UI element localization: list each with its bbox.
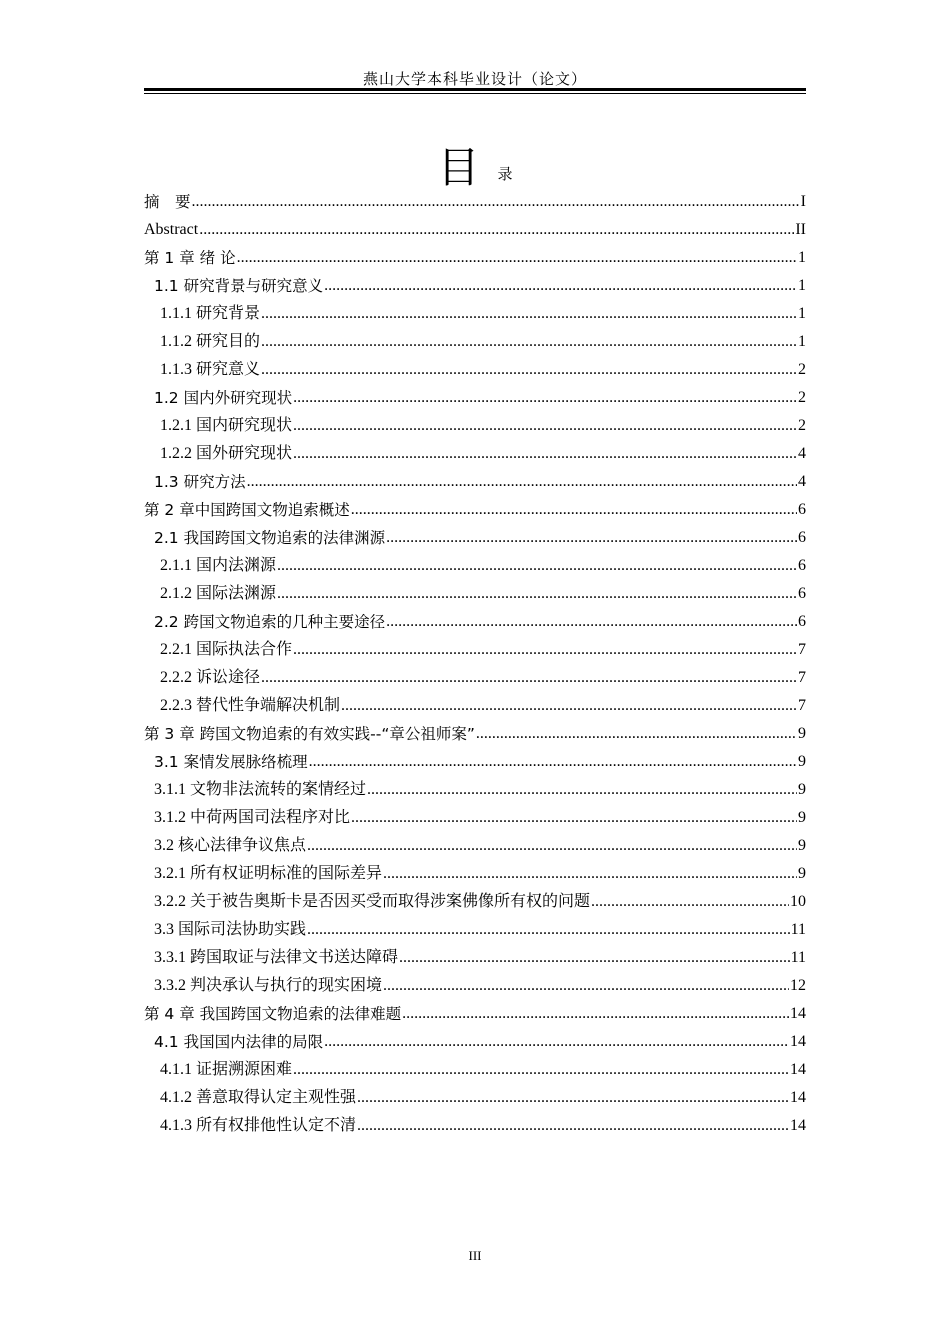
toc-entry[interactable]: [144, 720, 806, 748]
toc-leader-dots: [277, 552, 797, 580]
toc-entry-page: 14: [790, 1005, 806, 1022]
toc-entry[interactable]: [144, 664, 806, 692]
toc-entry-title: 1.2 国内外研究现状: [154, 389, 293, 407]
toc-entry-title: 2.1.1 国内法渊源: [160, 557, 277, 574]
toc-leader-dots: [293, 1056, 789, 1084]
toc-entry-page: 14: [790, 1089, 806, 1106]
toc-entry[interactable]: [144, 1056, 806, 1084]
toc-leader-dots: [386, 608, 797, 636]
toc-entry-page: I: [800, 193, 806, 210]
toc-entry[interactable]: [144, 1084, 806, 1112]
toc-entry[interactable]: [144, 300, 806, 328]
toc-leader-dots: [199, 216, 794, 244]
toc-entry-page: II: [795, 221, 806, 238]
toc-entry-title: 3.3.1 跨国取证与法律文书送达障碍: [154, 949, 399, 966]
toc-leader-dots: [324, 272, 797, 300]
header-rule-thick: [144, 88, 806, 91]
toc-leader-dots: [293, 384, 797, 412]
toc-leader-dots: [357, 1112, 789, 1140]
toc-leader-dots: [591, 888, 789, 916]
toc-entry[interactable]: [144, 832, 806, 860]
toc-leader-dots: [383, 860, 797, 888]
toc-entry-page: 12: [790, 977, 806, 994]
toc-entry-page: 9: [798, 865, 806, 882]
toc-entry-page: 7: [798, 669, 806, 686]
toc-entry-page: 7: [798, 697, 806, 714]
toc-entry-title: 2.2 跨国文物追索的几种主要途径: [154, 613, 386, 631]
toc-leader-dots: [476, 720, 797, 748]
toc-entry-title: 2.2.3 替代性争端解决机制: [160, 697, 341, 714]
toc-entry-title: 4.1.1 证据溯源困难: [160, 1061, 293, 1078]
toc-heading-small: 录: [497, 167, 513, 183]
toc-leader-dots: [237, 244, 797, 272]
toc-leader-dots: [247, 468, 797, 496]
toc-entry-page: 14: [790, 1061, 806, 1078]
toc-entry-page: 2: [798, 361, 806, 378]
toc-leader-dots: [261, 300, 797, 328]
toc-entry-title: 第 3 章 跨国文物追索的有效实践--“章公祖师案”: [144, 725, 475, 743]
toc-entry[interactable]: [144, 692, 806, 720]
toc-entry-page: 2: [798, 389, 806, 406]
toc-leader-dots: [293, 636, 797, 664]
toc-entry-title: 4.1.3 所有权排他性认定不清: [160, 1117, 357, 1134]
toc-entry-title: 3.2.2 关于被告奥斯卡是否因买受而取得涉案佛像所有权的问题: [154, 893, 591, 910]
toc-heading-big: 目: [437, 143, 480, 192]
toc-entry[interactable]: [144, 272, 806, 300]
toc-entry[interactable]: [144, 524, 806, 552]
toc-entry[interactable]: [144, 328, 806, 356]
toc-heading: [0, 143, 950, 192]
toc-leader-dots: [324, 1028, 789, 1056]
toc-leader-dots: [261, 328, 797, 356]
toc-leader-dots: [293, 412, 797, 440]
toc-entry-title: 摘 要: [144, 193, 191, 211]
toc-entry[interactable]: [144, 468, 806, 496]
toc-entry-title: 3.1.2 中荷两国司法程序对比: [154, 809, 351, 826]
toc-entry-page: 14: [790, 1117, 806, 1134]
toc-entry-title: 1.1.2 研究目的: [160, 333, 261, 350]
toc-entry-page: 6: [798, 585, 806, 602]
toc-leader-dots: [192, 188, 800, 216]
toc-entry-title: 2.2.1 国际执法合作: [160, 641, 293, 658]
table-of-contents: [144, 188, 806, 1140]
toc-entry[interactable]: [144, 944, 806, 972]
toc-entry[interactable]: [144, 1000, 806, 1028]
toc-entry-title: 1.1 研究背景与研究意义: [154, 277, 324, 295]
toc-entry-title: 2.2.2 诉讼途径: [160, 669, 261, 686]
toc-entry-page: 1: [798, 305, 806, 322]
header-rule-thin: [144, 93, 806, 94]
toc-entry-title: 4.1.2 善意取得认定主观性强: [160, 1089, 357, 1106]
toc-entry-title: 1.3 研究方法: [154, 473, 246, 491]
toc-entry[interactable]: [144, 496, 806, 524]
header-title: 燕山大学本科毕业设计（论文）: [362, 72, 587, 88]
toc-leader-dots: [307, 832, 797, 860]
toc-entry-title: 2.1.2 国际法渊源: [160, 585, 277, 602]
toc-leader-dots: [277, 580, 797, 608]
toc-entry-title: 1.1.1 研究背景: [160, 305, 261, 322]
toc-entry-title: 第 2 章中国跨国文物追索概述: [144, 501, 350, 519]
toc-entry-title: 3.1 案情发展脉络梳理: [154, 753, 308, 771]
toc-entry[interactable]: [144, 972, 806, 1000]
toc-entry-page: 4: [798, 473, 806, 490]
toc-entry-title: 3.2.1 所有权证明标准的国际差异: [154, 865, 383, 882]
toc-entry-title: 1.2.1 国内研究现状: [160, 417, 293, 434]
toc-leader-dots: [351, 496, 797, 524]
toc-entry[interactable]: [144, 776, 806, 804]
toc-entry[interactable]: [144, 636, 806, 664]
toc-entry-title: 3.1.1 文物非法流转的案情经过: [154, 781, 367, 798]
toc-entry-title: 第 4 章 我国跨国文物追索的法律难题: [144, 1005, 402, 1023]
toc-entry-title: 3.2 核心法律争议焦点: [154, 837, 307, 854]
toc-entry-title: 3.3.2 判决承认与执行的现实困境: [154, 977, 383, 994]
toc-entry[interactable]: [144, 888, 806, 916]
toc-entry[interactable]: [144, 608, 806, 636]
toc-entry-title: 1.1.3 研究意义: [160, 361, 261, 378]
toc-entry-page: 14: [790, 1033, 806, 1050]
toc-entry[interactable]: [144, 412, 806, 440]
toc-entry[interactable]: [144, 384, 806, 412]
toc-entry[interactable]: [144, 748, 806, 776]
toc-entry-page: 11: [790, 949, 806, 966]
toc-entry-page: 9: [798, 753, 806, 770]
toc-entry-page: 9: [798, 837, 806, 854]
toc-entry-page: 4: [798, 445, 806, 462]
toc-entry[interactable]: [144, 356, 806, 384]
toc-entry-page: 9: [798, 725, 806, 742]
toc-entry-title: 3.3 国际司法协助实践: [154, 921, 307, 938]
page-number: III: [468, 1248, 482, 1263]
toc-leader-dots: [309, 748, 797, 776]
toc-entry-page: 6: [798, 557, 806, 574]
toc-entry-page: 9: [798, 781, 806, 798]
toc-entry-page: 6: [798, 613, 806, 630]
toc-entry-page: 1: [798, 333, 806, 350]
toc-entry[interactable]: [144, 1028, 806, 1056]
toc-entry-title: 1.2.2 国外研究现状: [160, 445, 293, 462]
toc-leader-dots: [357, 1084, 789, 1112]
toc-entry[interactable]: [144, 580, 806, 608]
toc-leader-dots: [261, 356, 797, 384]
toc-entry-page: 2: [798, 417, 806, 434]
toc-entry[interactable]: [144, 188, 806, 216]
toc-entry-title: 第 1 章 绪 论: [144, 249, 236, 267]
toc-entry-page: 1: [798, 277, 806, 294]
toc-entry[interactable]: [144, 552, 806, 580]
toc-entry-page: 9: [798, 809, 806, 826]
toc-leader-dots: [351, 804, 797, 832]
toc-leader-dots: [367, 776, 797, 804]
toc-entry[interactable]: [144, 916, 806, 944]
toc-leader-dots: [307, 916, 790, 944]
toc-leader-dots: [386, 524, 797, 552]
toc-entry-title: Abstract: [144, 221, 199, 238]
toc-entry[interactable]: [144, 440, 806, 468]
toc-entry[interactable]: [144, 244, 806, 272]
toc-leader-dots: [399, 944, 790, 972]
toc-entry-title: 2.1 我国跨国文物追索的法律渊源: [154, 529, 386, 547]
toc-leader-dots: [383, 972, 789, 1000]
toc-leader-dots: [402, 1000, 789, 1028]
toc-entry-page: 6: [798, 529, 806, 546]
toc-entry-page: 11: [790, 921, 806, 938]
toc-entry-page: 7: [798, 641, 806, 658]
toc-leader-dots: [261, 664, 797, 692]
toc-leader-dots: [341, 692, 797, 720]
toc-leader-dots: [293, 440, 797, 468]
toc-entry-page: 10: [790, 893, 806, 910]
toc-entry[interactable]: [144, 216, 806, 244]
toc-entry[interactable]: [144, 860, 806, 888]
toc-entry-title: 4.1 我国国内法律的局限: [154, 1033, 324, 1051]
toc-entry-page: 1: [798, 249, 806, 266]
toc-entry[interactable]: [144, 1112, 806, 1140]
toc-entry[interactable]: [144, 804, 806, 832]
toc-entry-page: 6: [798, 501, 806, 518]
